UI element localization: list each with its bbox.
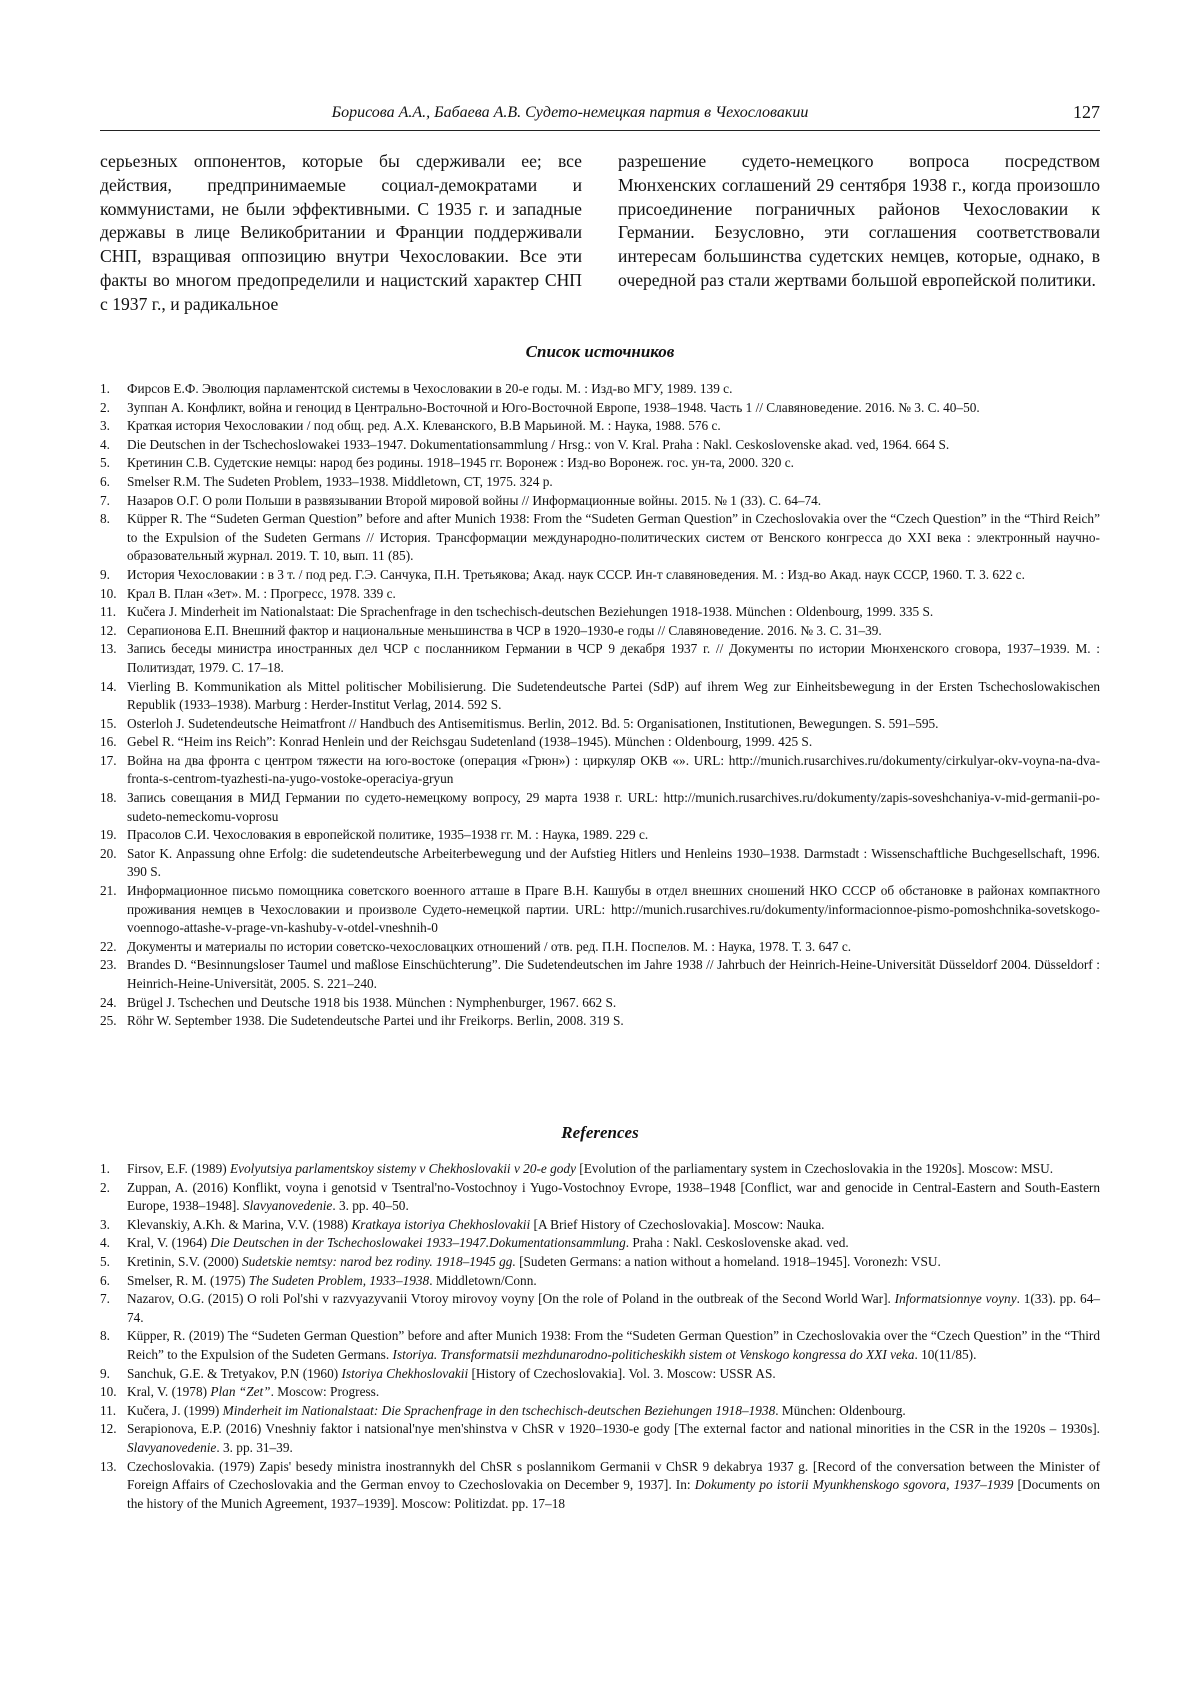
reference-text: [Sudeten Germans: a nation without a homeland. 1918–1945]. Voronezh: VSU. — [515, 1253, 941, 1269]
source-number: 16. — [100, 734, 117, 750]
reference-item — [100, 1402, 1100, 1421]
source-text: Röhr W. September 1938. Die Sudetendeutsche Partei und ihr Freikorps. Berlin, 2008. 319 S. — [127, 1013, 624, 1029]
source-item — [100, 882, 1100, 938]
source-text: Sator K. Anpassung ohne Erfolg: die sudetendeutsche Arbeiterbewegung und der Aufstieg Hitlers und Henleins 1930–1938. Darmstadt : Wissenschaftliche Buchgesellschaft, 1996. 390 S. — [127, 845, 1100, 880]
source-number: 11. — [100, 604, 117, 620]
reference-text: Serapionova, E.P. (2016) Vneshniy faktor i natsional'nye men'shinstva v ChSR v 1920–1930-e gody [The external factor and national minorities in the CSR in the 1920s – 1930s]. — [127, 1421, 1100, 1437]
source-item — [100, 454, 1100, 473]
reference-text: Nazarov, O.G. (2015) O roli Pol'shi v razvyazyvanii Vtoroy mirovoy voyny [On the role of Poland in the outbreak of the Second World War]. — [127, 1291, 895, 1307]
reference-text: . München: Oldenbourg. — [775, 1402, 906, 1418]
sources-list — [100, 380, 1100, 1031]
reference-title-italic: Sudetskie nemtsy: narod bez rodiny. 1918–1945 gg. — [242, 1253, 516, 1269]
source-item — [100, 510, 1100, 566]
reference-item — [100, 1272, 1100, 1291]
reference-number: 8. — [100, 1328, 110, 1344]
source-text: Серапионова Е.П. Внешний фактор и национальные меньшинства в ЧСР в 1920–1930-е годы // Славяноведение. 2016. № 3. С. 31–39. — [127, 622, 882, 638]
reference-text: . 1(33). pp. 64–74. — [127, 1291, 1100, 1325]
reference-title-italic: The Sudeten Problem, 1933–1938 — [248, 1272, 430, 1288]
reference-text: [A Brief History of Czechoslovakia]. Moscow: Nauka. — [530, 1216, 825, 1232]
reference-text: . 3. pp. 31–39. — [216, 1439, 293, 1455]
source-number: 4. — [100, 436, 110, 452]
source-item — [100, 380, 1100, 399]
reference-title-italic: Slavyanovedenie — [127, 1439, 217, 1455]
sources-title: Список источников — [525, 342, 675, 361]
source-text: Запись беседы министра иностранных дел ЧСР с посланником Германии в ЧСР 9 декабря 1937 г. // Документы по истории Мюнхенского сговора, 1937–1939. М. : Политиздат, 1979. С. 17–18. — [127, 641, 1100, 675]
source-text: Die Deutschen in der Tschechoslowakei 1933–1947. Dokumentationsammlung / Hrsg.: von V. Kral. Praha : Nakl. Ceskoslovenske akad. ved, 1964. 664 S. — [127, 436, 950, 452]
reference-text: Küpper, R. (2019) The “Sudeten German Question” before and after Munich 1938: From the “Sudeten German Question” in Czechoslovakia over the “Czech Question” in the “Third Reich” to the Expulsion of the Sudeten Germans. — [127, 1328, 1100, 1362]
source-number: 7. — [100, 492, 110, 508]
source-number: 3. — [100, 418, 110, 434]
reference-text: . 3. pp. 40–50. — [332, 1198, 409, 1214]
source-number: 23. — [100, 957, 117, 973]
reference-number: 5. — [100, 1253, 110, 1269]
reference-title-italic: Kratkaya istoriya Chekhoslovakii — [351, 1216, 531, 1232]
source-item — [100, 585, 1100, 604]
source-number: 17. — [100, 752, 117, 768]
source-item — [100, 417, 1100, 436]
source-text: Фирсов Е.Ф. Эволюция парламентской системы в Чехословакии в 20-е годы. М. : Изд-во МГУ, 1989. 139 с. — [127, 381, 733, 396]
reference-item — [100, 1216, 1100, 1235]
source-text: Kučera J. Minderheit im Nationalstaat: Die Sprachenfrage in den tschechisch-deutschen Beziehungen 1918-1938. München : Oldenbourg, 1999. 335 S. — [127, 604, 934, 620]
source-number: 21. — [100, 883, 117, 899]
reference-number: 6. — [100, 1272, 110, 1288]
source-item — [100, 715, 1100, 734]
source-number: 19. — [100, 827, 117, 843]
source-text: Зуппан А. Конфликт, война и геноцид в Центрально-Восточной и Юго-Восточной Европе, 1938–1948. Часть 1 // Славяноведение. 2016. № 3. С. 40–50. — [127, 399, 980, 415]
reference-title-italic: Evolyutsiya parlamentskoy sistemy v Chekhoslovakii v 20-e gody — [229, 1161, 576, 1176]
reference-text: Kučera, J. (1999) — [127, 1402, 223, 1418]
source-item — [100, 1012, 1100, 1031]
source-number: 25. — [100, 1013, 117, 1029]
source-text: Запись совещания в МИД Германии по судето-немецкому вопросу, 29 марта 1938 г. URL: http://munich.rusarchives.ru/dokumenty/zapis-soveshchaniya-v-mid-germanii-po-sudeto-nemeckomu-voprosu — [127, 790, 1100, 824]
reference-title-italic: Istoriya Chekhoslovakii — [341, 1365, 469, 1381]
reference-number: 9. — [100, 1365, 110, 1381]
source-item — [100, 473, 1100, 492]
reference-text: Zuppan, A. (2016) Konflikt, voyna i genotsid v Tsentral'no-Vostochnoy i Yugo-Vostochnoy Evrope, 1938–1948 [Conflict, war and genocide in Central-Eastern and South-Eastern Europe, 1938–1948]. — [127, 1179, 1100, 1214]
reference-title-italic: Plan “Zet” — [210, 1384, 271, 1400]
source-item — [100, 994, 1100, 1013]
source-number: 1. — [100, 381, 110, 396]
body-columns — [100, 150, 1100, 317]
source-number: 6. — [100, 473, 110, 489]
source-number: 5. — [100, 455, 110, 471]
reference-item — [100, 1327, 1100, 1364]
source-item — [100, 492, 1100, 511]
source-number: 2. — [100, 399, 110, 415]
source-text: Прасолов С.И. Чехословакия в европейской политике, 1935–1938 гг. М. : Наука, 1989. 229 с. — [127, 827, 649, 843]
source-number: 15. — [100, 715, 117, 731]
reference-item — [100, 1160, 1100, 1179]
source-text: Küpper R. The “Sudeten German Question” before and after Munich 1938: From the “Sudeten German Question” in Czechoslovakia over the “Czech Question” in the “Third Reich” to the Expulsion of the Sudeten Germans // История. Трансформации международно-политических систем от Венского конгресса до XXI века : электронный научно-образовательный журнал. 2019. Т. 10, вып. 11 (85). — [127, 511, 1100, 564]
reference-text: [History of Czechoslovakia]. Vol. 3. Moscow: USSR AS. — [468, 1365, 776, 1381]
source-text: Vierling B. Kommunikation als Mittel politischer Mobilisierung. Die Sudetendeutsche Partei (SdP) auf ihrem Weg zur Einheitsbewegung in der Ersten Tschechoslowakischen Republik (1933–1938). Marburg : Herder-Institut Verlag, 2014. 592 S. — [127, 678, 1100, 713]
reference-number: 13. — [100, 1458, 117, 1474]
reference-text: . Moscow: Progress. — [270, 1384, 380, 1400]
source-number: 13. — [100, 641, 117, 657]
reference-text: Kretinin, S.V. (2000) — [127, 1253, 242, 1269]
source-text: Smelser R.M. The Sudeten Problem, 1933–1938. Middletown, CT, 1975. 324 p. — [127, 473, 553, 489]
reference-number: 10. — [100, 1384, 117, 1400]
reference-number: 7. — [100, 1291, 110, 1307]
source-number: 24. — [100, 994, 117, 1010]
source-number: 22. — [100, 938, 117, 954]
reference-text: Czechoslovakia. (1979) Zapis' besedy ministra inostrannykh del ChSR s poslannikom Germanii v ChSR 9 dekabrya 1937 g. [Record of the conversation between the Minister of Foreign Affairs of Czechoslovakia and the German envoy to Czechoslovakia on December 9, 1937]. In: — [127, 1458, 1100, 1493]
source-item — [100, 956, 1100, 993]
source-item — [100, 640, 1100, 677]
reference-text: [Documents on the history of the Munich Agreement, 1937–1939]. Moscow: Politizdat. pp. 17–18 — [127, 1477, 1100, 1511]
reference-item — [100, 1290, 1100, 1327]
reference-text: Kral, V. (1964) — [127, 1235, 211, 1251]
reference-title-italic: Istoriya. Transformatsii mezhdunarodno-politicheskikh sistem ot Venskogo kongressa do XXI veka — [392, 1346, 915, 1362]
reference-item — [100, 1458, 1100, 1514]
reference-number: 12. — [100, 1421, 117, 1437]
source-item — [100, 678, 1100, 715]
source-text: Brandes D. “Besinnungsloser Taumel und maßlose Einschüchterung”. Die Sudetendeutschen im Jahre 1938 // Jahrbuch der Heinrich-Heine-Universität Düsseldorf 2004. Düsseldorf : Heinrich-Heine-Universität, 2005. S. 221–240. — [127, 957, 1100, 991]
source-item — [100, 938, 1100, 957]
source-text: Краткая история Чехословакии / под общ. ред. А.Х. Клеванского, В.В Марьиной. М. : Наука, 1988. 576 с. — [127, 418, 721, 434]
source-item — [100, 845, 1100, 882]
source-item — [100, 733, 1100, 752]
reference-item — [100, 1383, 1100, 1402]
references-list — [100, 1160, 1100, 1513]
source-text: Назаров О.Г. О роли Польши в развязывании Второй мировой войны // Информационные войны. 2015. № 1 (33). С. 64–74. — [127, 492, 822, 508]
reference-number: 4. — [100, 1235, 110, 1251]
source-number: 9. — [100, 566, 110, 582]
reference-text: Sanchuk, G.E. & Tretyakov, P.N (1960) — [127, 1365, 342, 1381]
source-number: 12. — [100, 622, 117, 638]
source-number: 8. — [100, 511, 110, 527]
references-title: References — [561, 1123, 639, 1142]
reference-number: 1. — [100, 1161, 110, 1176]
reference-item — [100, 1234, 1100, 1253]
source-text: Документы и материалы по истории советско-чехословацких отношений / отв. ред. П.Н. Поспелов. М. : Наука, 1978. Т. 3. 647 с. — [127, 938, 852, 954]
reference-item — [100, 1365, 1100, 1384]
source-number: 20. — [100, 845, 117, 861]
reference-text: Smelser, R. M. (1975) — [127, 1272, 249, 1288]
reference-text: Kral, V. (1978) — [127, 1384, 211, 1400]
source-text: Osterloh J. Sudetendeutsche Heimatfront // Handbuch des Antisemitismus. Berlin, 2012. Bd. 5: Organisationen, Institutionen, Bewegungen. S. 591–595. — [127, 715, 939, 731]
source-item — [100, 622, 1100, 641]
reference-item — [100, 1420, 1100, 1457]
source-number: 10. — [100, 585, 117, 601]
source-number: 18. — [100, 790, 117, 806]
reference-title-italic: Dokumenty po istorii Myunkhenskogo sgovora, 1937–1939 — [694, 1477, 1014, 1493]
source-number: 14. — [100, 678, 117, 694]
page-number: 127 — [1073, 102, 1100, 122]
reference-title-italic: Minderheit im Nationalstaat: Die Sprachenfrage in den tschechisch-deutschen Beziehungen 1918–1938 — [222, 1402, 776, 1418]
source-text: История Чехословакии : в 3 т. / под ред. Г.Э. Санчука, П.Н. Третьякова; Акад. наук СССР. Ин-т славяноведения. М. : Изд-во Акад. наук СССР, 1960. Т. 3. 622 с. — [127, 566, 1025, 582]
reference-number: 2. — [100, 1179, 110, 1195]
reference-text: . 10(11/85). — [914, 1346, 977, 1362]
source-item — [100, 603, 1100, 622]
running-header — [100, 100, 1100, 131]
body-right-column: разрешение судето-немецкого вопроса посредством Мюнхенских соглашений 29 сентября 1938 г., когда произошло присоединение пограничных районов Чехословакии к Германии. Безусловно, эти соглашения соответствовали интересам большинства судетских немцев, которые, однако, в очередной раз стали жертвами большой европейской политики. — [618, 151, 1100, 290]
source-item — [100, 436, 1100, 455]
source-item — [100, 566, 1100, 585]
source-text: Кретинин С.В. Судетские немцы: народ без родины. 1918–1945 гг. Воронеж : Изд-во Воронеж. гос. ун-та, 2000. 320 с. — [127, 455, 794, 471]
body-left-column: серьезных оппонентов, которые бы сдерживали ее; все действия, предпринимаемые социал-демократами и коммунистами, не были эффективными. С 1935 г. и западные державы в лице Великобритании и Франции поддерживали СНП, взращивая оппозицию внутри Чехословакии. Все эти факты во многом предопределили и нацистский характер СНП с 1937 г., и радикальное — [100, 151, 582, 314]
reference-title-italic: Die Deutschen in der Tschechoslowakei 1933–1947.Dokumentationsammlung — [210, 1235, 626, 1251]
source-item — [100, 752, 1100, 789]
reference-number: 3. — [100, 1216, 110, 1232]
reference-text: Firsov, E.F. (1989) — [127, 1161, 230, 1176]
source-text: Крал В. План «Зет». М. : Прогресс, 1978. 339 с. — [127, 585, 396, 601]
source-text: Война на два фронта с центром тяжести на юго-востоке (операция «Грюн») : циркуляр ОКВ «». URL: http://munich.rusarchives.ru/dokumenty/cirkulyar-okv-voyna-na-dva-fronta-s-centrom-tyazhesti-na-yugo-vostoke-operaciya-gryun — [127, 752, 1100, 787]
source-text: Brügel J. Tschechen und Deutsche 1918 bis 1938. München : Nymphenburger, 1967. 662 S. — [127, 994, 617, 1010]
reference-title-italic: Informatsionnye voyny — [894, 1291, 1017, 1307]
source-item — [100, 789, 1100, 826]
reference-text: . Middletown/Conn. — [429, 1272, 537, 1288]
reference-text: Klevanskiy, A.Kh. & Marina, V.V. (1988) — [127, 1216, 352, 1232]
reference-text: [Evolution of the parliamentary system in Czechoslovakia in the 1920s]. Moscow: MSU. — [575, 1161, 1054, 1176]
source-text: Информационное письмо помощника советского военного атташе в Праге В.Н. Кашубы в отдел внешних сношений НКО СССР об обстановке в районах компактного проживания немцев в Чехословакии и произволе Судето-немецкой партии. URL: http://munich.rusarchives.ru/dokumenty/informacionnoe-pismo-pomoshchnika-sovetskogo-voennogo-attashe-v-prage-vn-kashuby-v-otdel-vneshnih-0 — [127, 883, 1100, 936]
reference-title-italic: Slavyanovedenie — [242, 1198, 333, 1214]
reference-item — [100, 1253, 1100, 1272]
source-text: Gebel R. “Heim ins Reich”: Konrad Henlein und der Reichsgau Sudetenland (1938–1945). München : Oldenbourg, 1999. 425 S. — [127, 734, 813, 750]
reference-item — [100, 1179, 1100, 1216]
reference-number: 11. — [100, 1402, 117, 1418]
reference-text: . Praha : Nakl. Ceskoslovenske akad. ved. — [625, 1235, 849, 1251]
source-item — [100, 826, 1100, 845]
running-title: Борисова А.А., Бабаева А.В. Судето-немецкая партия в Чехословакии — [331, 104, 809, 121]
source-item — [100, 399, 1100, 418]
